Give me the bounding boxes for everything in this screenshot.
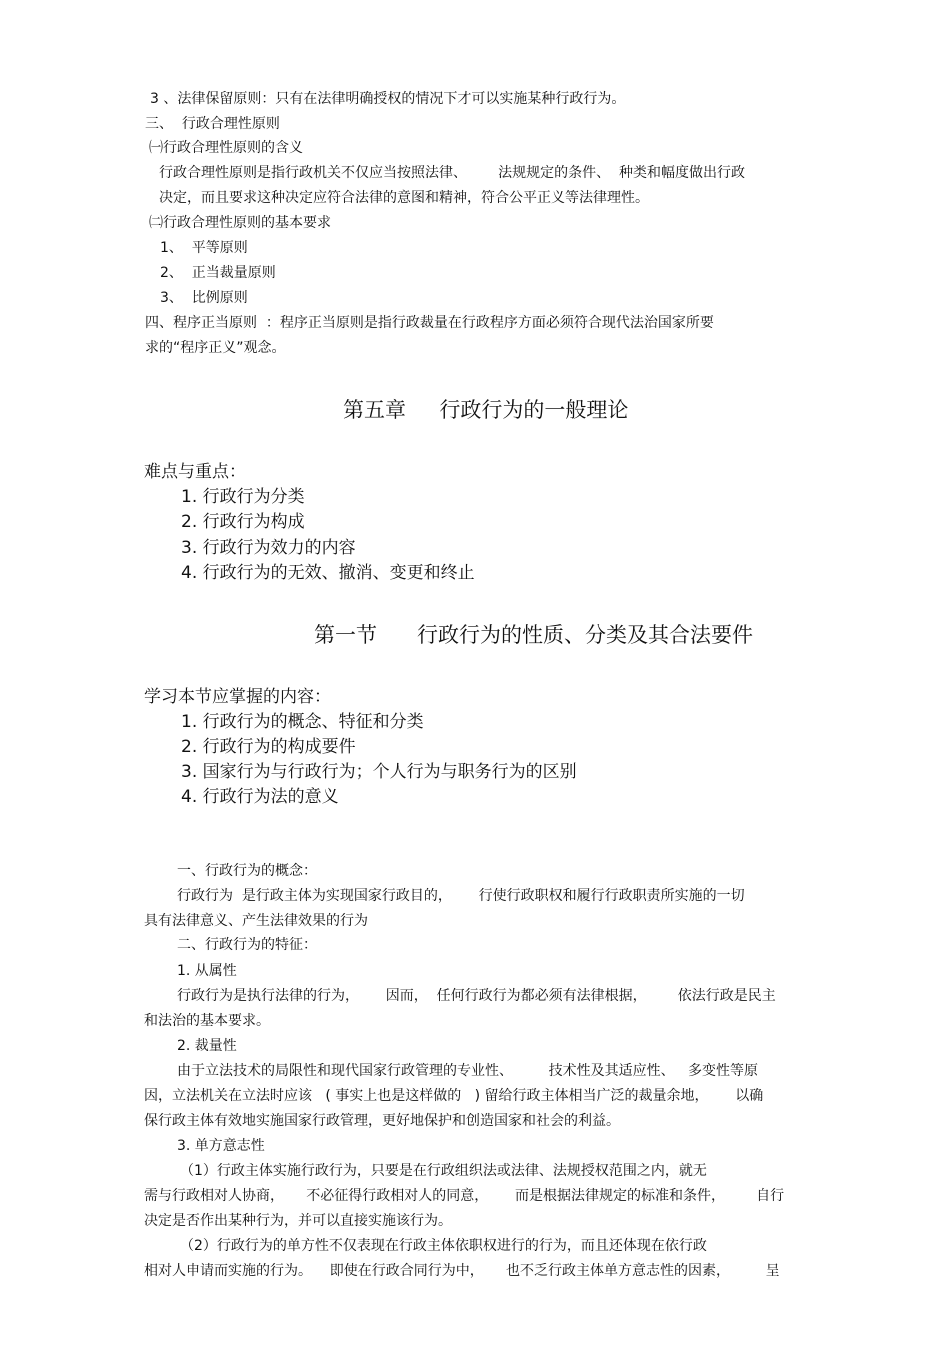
paragraph-line: 3 、法律保留原则：只有在法律明确授权的情况下才可以实施某种行政行为。 (150, 91, 626, 107)
paragraph-line: 行政行为是执行法律的行为， 因而， 任何行政行为都必须有法律根据， 依法行政是民主 (177, 988, 776, 1004)
paragraph-line: 求的“程序正义”观念。 (145, 340, 286, 356)
paragraph-line: （2）行政行为的单方性不仅表现在行政主体依职权进行的行为，而且还体现在依行政 (180, 1238, 707, 1254)
list-item: 2、 正当裁量原则 (160, 265, 276, 281)
subheading: 2. 裁量性 (177, 1038, 237, 1054)
list-item: 1. 行政行为分类 (181, 487, 305, 507)
list-item: 3. 行政行为效力的内容 (181, 538, 356, 558)
learning-points-label: 学习本节应掌握的内容： (144, 687, 331, 707)
section-heading: 三、 行政合理性原则 (145, 116, 280, 132)
key-points-label: 难点与重点： (144, 462, 246, 482)
paragraph-line: 和法治的基本要求。 (144, 1013, 270, 1029)
section-heading: 四、程序正当原则 ：程序正当原则是指行政裁量在行政程序方面必须符合现代法治国家所要 (145, 315, 714, 331)
paragraph-line: 具有法律意义、产生法律效果的行为 (144, 913, 368, 929)
paragraph-line: 保行政主体有效地实施国家行政管理，更好地保护和创造国家和社会的利益。 (144, 1113, 620, 1129)
paragraph-line: 决定，而且要求这种决定应符合法律的意图和精神，符合公平正义等法律理性。 (159, 190, 649, 206)
paragraph-line: 由于立法技术的局限性和现代国家行政管理的专业性、 技术性及其适应性、 多变性等原 (177, 1063, 758, 1079)
subsection-heading: ㈡行政合理性原则的基本要求 (149, 215, 331, 231)
paragraph-line: 行政行为 是行政主体为实现国家行政目的， 行使行政职权和履行行政职责所实施的一切 (177, 888, 745, 904)
paragraph-line: 需与行政相对人协商， 不必征得行政相对人的同意， 而是根据法律规定的标准和条件， 自行 (144, 1188, 785, 1204)
paragraph-line: 行政合理性原则是指行政机关不仅应当按照法律、 法规规定的条件、 种类和幅度做出行政 (159, 165, 746, 181)
body-heading: 二、行政行为的特征： (177, 937, 317, 953)
list-item: 3. 国家行为与行政行为；个人行为与职务行为的区别 (181, 762, 577, 782)
subsection-heading: ㈠行政合理性原则的含义 (149, 140, 303, 156)
subheading: 1. 从属性 (177, 963, 237, 979)
list-item: 1、 平等原则 (160, 240, 248, 256)
list-item: 4. 行政行为法的意义 (181, 787, 339, 807)
list-item: 2. 行政行为构成 (181, 512, 305, 532)
paragraph-line: 决定是否作出某种行为，并可以直接实施该行为。 (144, 1213, 452, 1229)
paragraph-line: 因，立法机关在立法时应该 ( 事实上也是这样做的 ) 留给行政主体相当广泛的裁量余地， 以确 (144, 1088, 764, 1104)
list-item: 3、 比例原则 (160, 290, 248, 306)
list-item: 2. 行政行为的构成要件 (181, 737, 356, 757)
chapter-title: 第五章 行政行为的一般理论 (343, 398, 629, 422)
list-item: 1. 行政行为的概念、特征和分类 (181, 712, 424, 732)
body-heading: 一、行政行为的概念： (177, 863, 317, 879)
section-title: 第一节 行政行为的性质、分类及其合法要件 (314, 623, 754, 647)
list-item: 4. 行政行为的无效、撤消、变更和终止 (181, 563, 475, 583)
subheading: 3. 单方意志性 (177, 1138, 265, 1154)
paragraph-line: 相对人申请而实施的行为。 即使在行政合同行为中， 也不乏行政主体单方意志性的因素， 呈 (144, 1263, 780, 1279)
paragraph-line: （1）行政主体实施行政行为，只要是在行政组织法或法律、法规授权范围之内，就无 (180, 1163, 707, 1179)
